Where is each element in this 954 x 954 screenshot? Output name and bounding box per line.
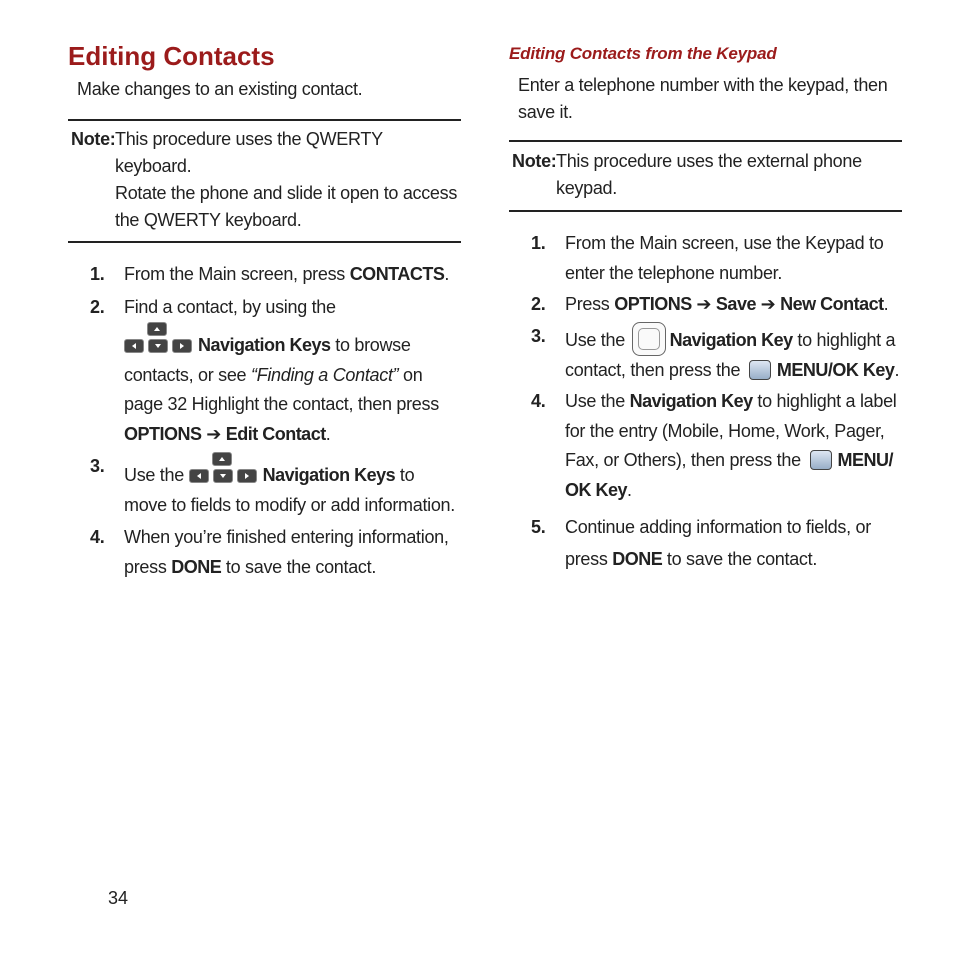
key-label: Navigation Keys [198, 335, 331, 355]
key-label: Save [715, 294, 756, 314]
navigation-keys-icon [189, 452, 259, 484]
step-text: Use the [124, 465, 189, 485]
note-line: Rotate the phone and slide it open to access [115, 183, 458, 203]
arrow-icon: ➔ [755, 294, 781, 314]
cross-reference: “Finding a Contact” [250, 364, 399, 385]
key-label: CONTACTS [349, 264, 445, 284]
step-text: to save the contact. [221, 556, 377, 577]
intro-line: save it. [518, 102, 573, 122]
step-text: . [894, 359, 900, 380]
step-text: to browse contacts, or see [124, 335, 411, 385]
step-number: 5. [531, 517, 546, 537]
step-text: to highlight a label for the entry (Mobile, Home, Work, Pager, Fax, or Others), then press the [565, 391, 897, 470]
step-number: 3. [531, 325, 546, 346]
right-column [509, 40, 902, 575]
step-text: Press [565, 294, 615, 314]
note-line: the QWERTY keyboard. [115, 210, 302, 230]
intro-line: Enter a telephone number with the keypad, then [518, 75, 888, 95]
menu-ok-key-icon [749, 360, 771, 380]
step-number: 3. [90, 456, 105, 476]
page-number: 34 [108, 888, 129, 908]
step-item [68, 293, 461, 450]
step-text: to save the contact. [662, 549, 818, 569]
steps-list [68, 260, 461, 582]
step-item [68, 523, 461, 582]
step-number: 2. [531, 294, 546, 314]
step-number: 1. [531, 233, 546, 253]
key-label: OPTIONS [614, 294, 692, 314]
step-item [68, 452, 461, 520]
step-text: . [883, 294, 889, 314]
step-text: . [444, 264, 450, 284]
step-text: Find a contact, by using the [124, 296, 336, 317]
note-label: Note: [512, 151, 557, 171]
step-text: From the Main screen, use the Keypad to enter the telephone number. [565, 233, 884, 283]
step-text: . [627, 479, 632, 500]
note-box [68, 119, 461, 243]
step-text: Use the [565, 329, 630, 350]
step-text: to highlight a contact, then press the [565, 329, 896, 380]
key-label: MENU/ OK Key [565, 450, 894, 500]
section-title: Editing Contacts from the Keypad [509, 44, 777, 63]
key-label: Navigation Keys [262, 465, 396, 485]
step-item [509, 229, 902, 288]
page-title: Editing Contacts [68, 41, 275, 71]
intro-text [509, 72, 902, 126]
step-text: . [325, 423, 331, 444]
step-text: From the Main screen, press [124, 264, 350, 284]
key-label: Navigation Key [669, 329, 793, 350]
note-text [556, 148, 902, 202]
note-box [509, 140, 902, 212]
step-text: Use the [565, 391, 630, 411]
step-number: 4. [531, 391, 546, 411]
step-item [68, 260, 461, 290]
key-label: DONE [612, 549, 663, 569]
step-number: 2. [90, 296, 105, 317]
navigation-keys-icon [124, 322, 194, 354]
note-line: This procedure uses the external phone [556, 151, 862, 171]
note-text [115, 126, 461, 234]
step-item [509, 290, 902, 320]
navigation-key-icon [632, 322, 666, 356]
step-number: 4. [90, 527, 105, 547]
left-column [68, 40, 461, 582]
intro-text: Make changes to an existing contact. [77, 79, 363, 99]
key-label: OPTIONS [124, 423, 202, 444]
step-number: 1. [90, 264, 105, 284]
arrow-icon: ➔ [201, 423, 226, 444]
step-item [509, 322, 902, 386]
note-line: keypad. [556, 178, 617, 198]
menu-ok-key-icon [810, 450, 832, 470]
step-item [509, 387, 902, 505]
key-label: DONE [171, 556, 222, 577]
key-label: Edit Contact [225, 423, 326, 444]
step-item [509, 511, 902, 575]
step-text: When you’re finished entering information, press [124, 527, 449, 577]
key-label: Navigation Key [629, 391, 753, 411]
key-label: New Contact [780, 294, 884, 314]
arrow-icon: ➔ [691, 294, 716, 314]
note-label: Note: [71, 129, 116, 149]
step-text: Continue adding information to fields, or press [565, 517, 871, 569]
step-text: on page 32 Highlight the contact, then press [124, 364, 439, 414]
step-text: to move to fields to modify or add information. [124, 465, 455, 515]
key-label: MENU/OK Key [776, 359, 895, 380]
steps-list [509, 229, 902, 575]
note-line: This procedure uses the QWERTY keyboard. [115, 129, 383, 176]
